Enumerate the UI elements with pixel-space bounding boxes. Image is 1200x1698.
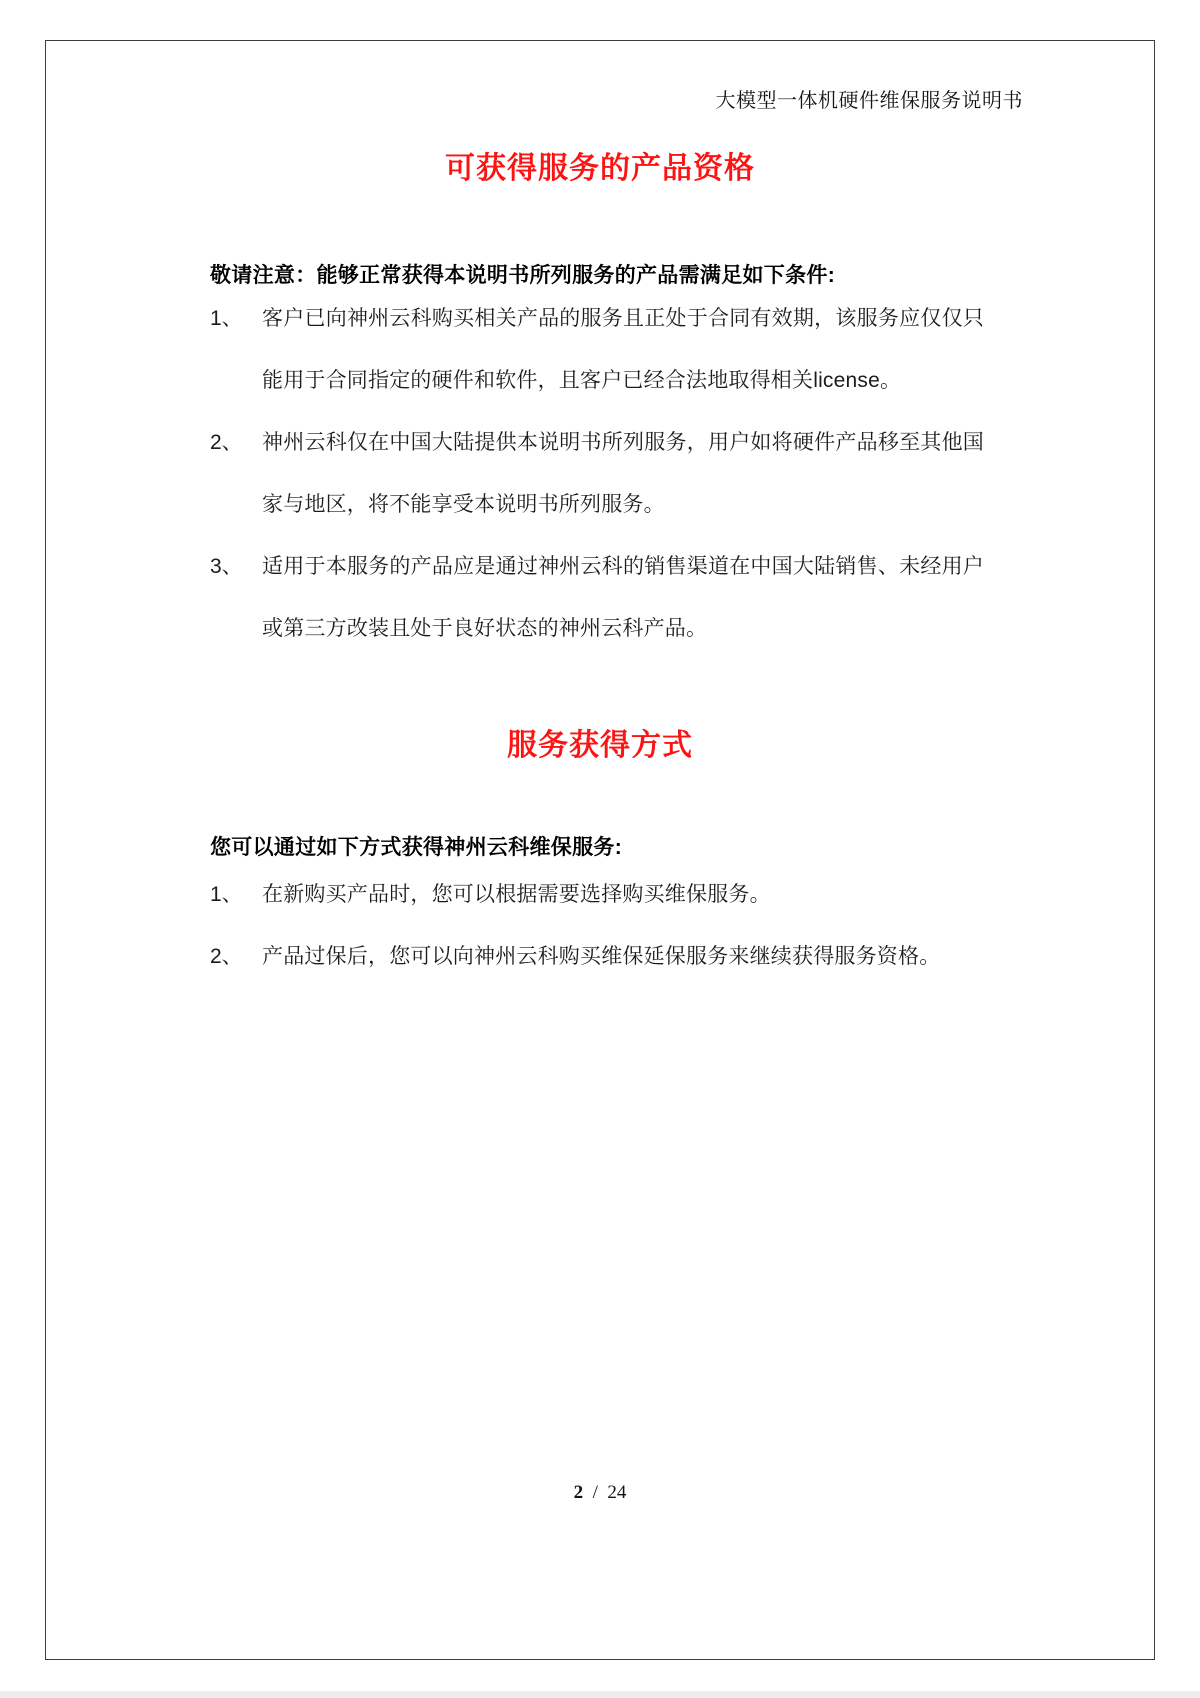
list-item-text: 客户已向神州云科购买相关产品的服务且正处于合同有效期，该服务应仅仅只能用于合同指定的硬件和软件，且客户已经合法地取得相关license。 <box>262 307 984 392</box>
list-item-number: 1、 <box>210 883 243 906</box>
list-item-text: 在新购买产品时，您可以根据需要选择购买维保服务。 <box>262 883 771 906</box>
current-page-number: 2 <box>573 1482 584 1503</box>
page-edge-strip <box>0 1691 1200 1698</box>
list-item-number: 3、 <box>210 555 243 578</box>
page-footer <box>0 1482 1200 1504</box>
numbered-list-eligibility <box>210 288 986 660</box>
list-item <box>210 288 986 412</box>
list-item-text: 适用于本服务的产品应是通过神州云科的销售渠道在中国大陆销售、未经用户或第三方改装且处于良好状态的神州云科产品。 <box>262 555 984 640</box>
page-header-title: 大模型一体机硬件维保服务说明书 <box>715 90 1023 112</box>
total-pages: 24 <box>607 1482 627 1503</box>
section-intro-service-ways: 您可以通过如下方式获得神州云科维保服务: <box>210 836 622 859</box>
footer-separator: / <box>592 1482 598 1503</box>
list-item <box>210 926 986 988</box>
list-item-number: 1、 <box>210 307 243 330</box>
section-title-service-acquisition: 服务获得方式 <box>507 729 693 762</box>
page-separator-space <box>598 1482 603 1503</box>
list-item <box>210 864 986 926</box>
section-title-product-eligibility: 可获得服务的产品资格 <box>445 152 755 185</box>
list-item-number: 2、 <box>210 945 243 968</box>
list-item <box>210 536 986 660</box>
list-item-text: 神州云科仅在中国大陆提供本说明书所列服务，用户如将硬件产品移至其他国家与地区，将不能享受本说明书所列服务。 <box>262 431 984 516</box>
numbered-list-service-ways <box>210 864 986 988</box>
list-item <box>210 412 986 536</box>
section-intro-notice: 敬请注意：能够正常获得本说明书所列服务的产品需满足如下条件: <box>210 264 835 287</box>
list-item-number: 2、 <box>210 431 243 454</box>
list-item-text: 产品过保后，您可以向神州云科购买维保延保服务来继续获得服务资格。 <box>262 945 941 968</box>
